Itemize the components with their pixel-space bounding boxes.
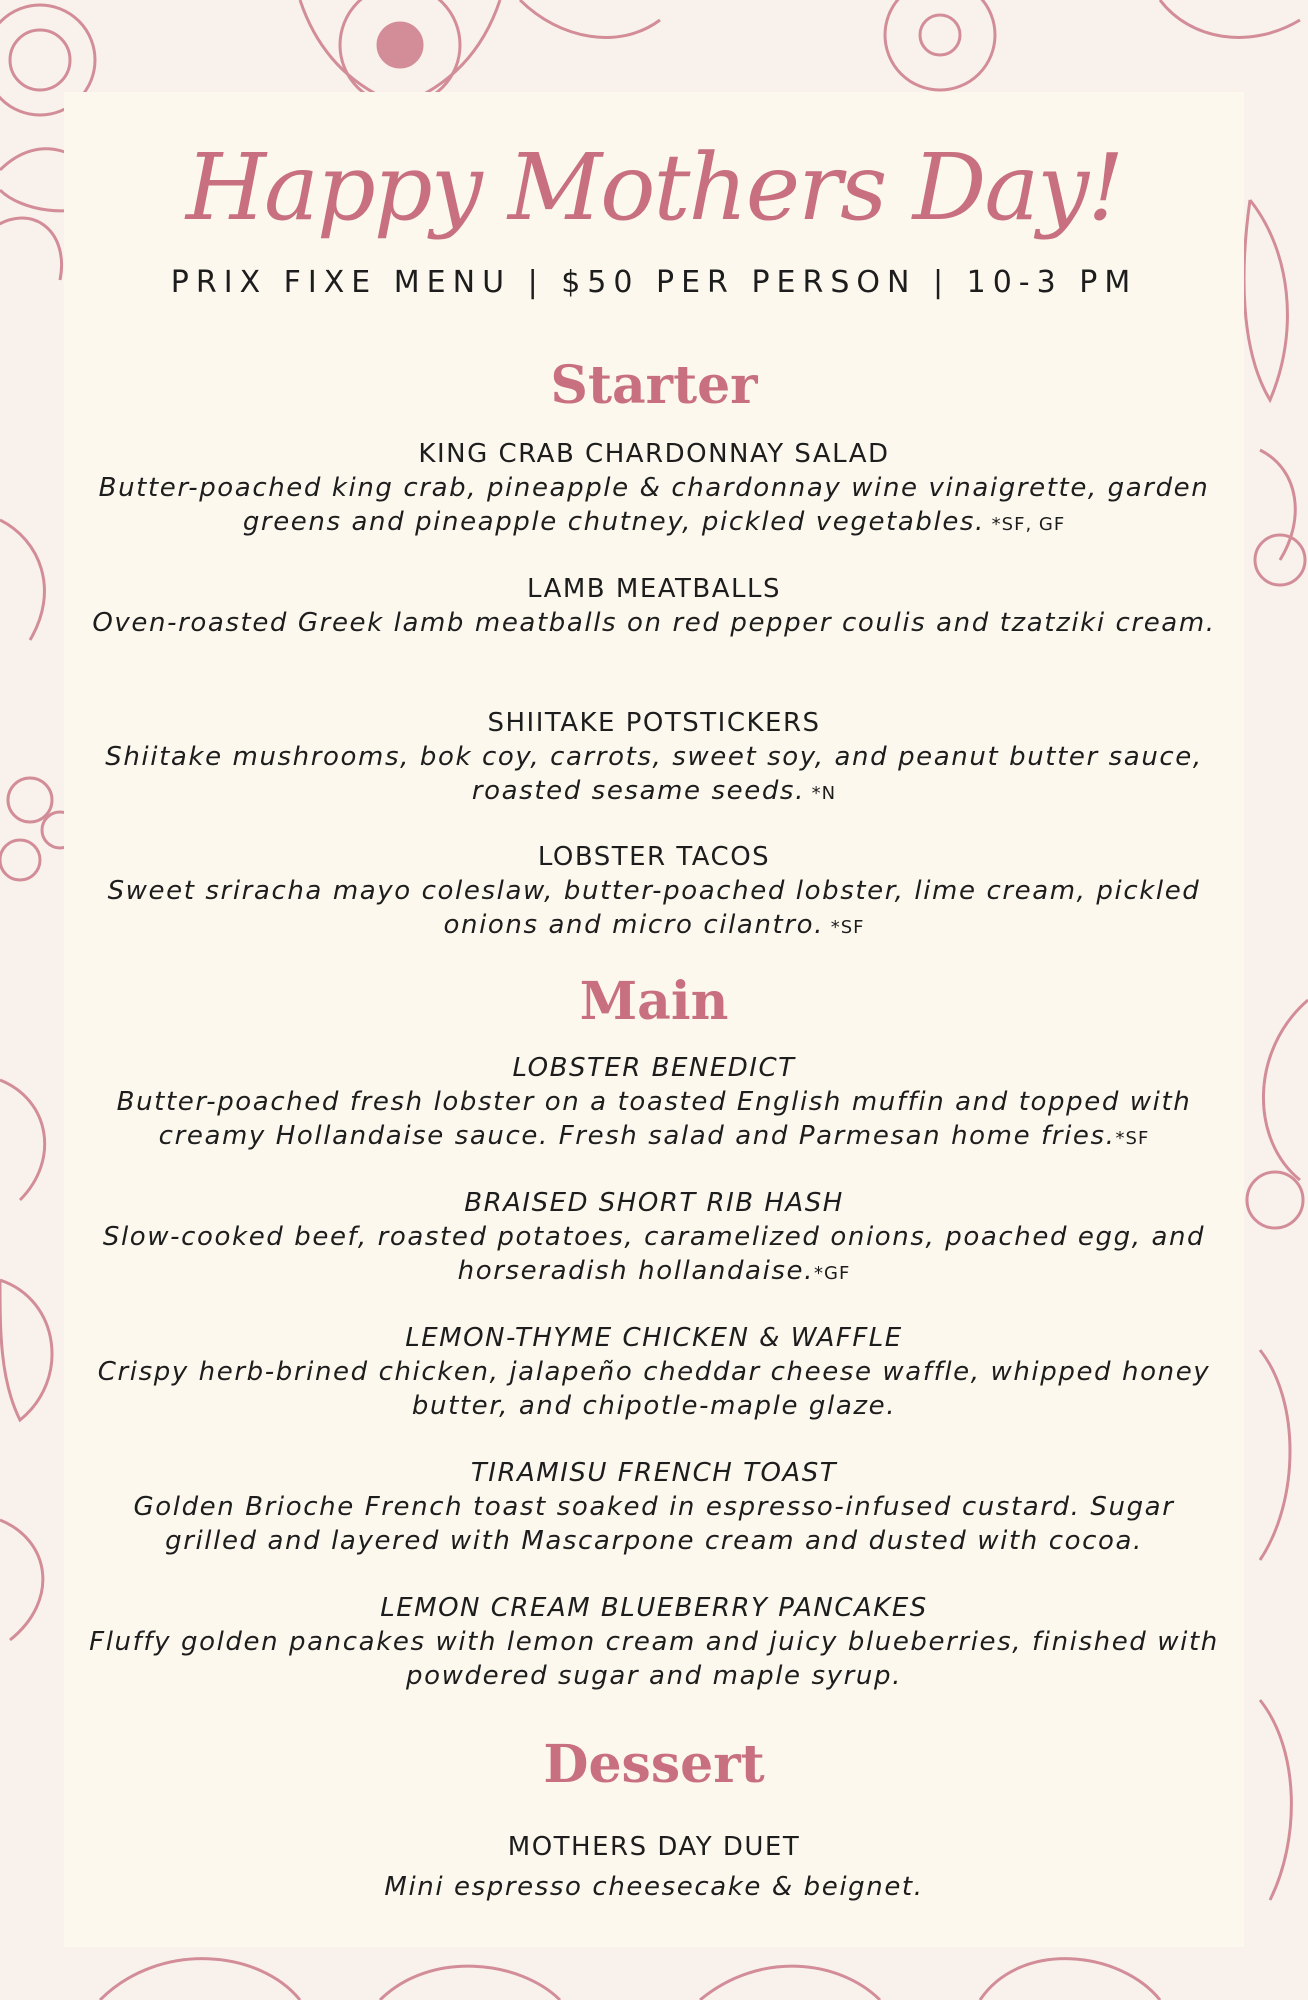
menu-item bbox=[84, 1830, 1224, 1904]
page-title: Happy Mothers Day! bbox=[185, 134, 1123, 241]
menu-item bbox=[84, 572, 1224, 640]
item-description: Shiitake mushrooms, bok coy, carrots, sweet soy, and peanut butter sauce, roasted sesame seeds. *N bbox=[105, 742, 1203, 806]
item-name: TIRAMISU FRENCH TOAST bbox=[470, 1458, 838, 1488]
item-name: LAMB MEATBALLS bbox=[526, 574, 781, 604]
section-heading-main: Main bbox=[579, 971, 729, 1032]
dietary-tag: *SF, GF bbox=[984, 514, 1066, 535]
dietary-tag: *GF bbox=[814, 1263, 851, 1284]
item-description: Crispy herb-brined chicken, jalapeño cheddar cheese waffle, whipped honey butter, and chipotle-maple glaze. bbox=[97, 1357, 1211, 1421]
item-name: LOBSTER TACOS bbox=[537, 842, 771, 872]
item-description: Mini espresso cheesecake & beignet. bbox=[384, 1872, 924, 1902]
dietary-tag: *SF bbox=[1115, 1128, 1150, 1149]
menu-item bbox=[84, 1321, 1224, 1423]
section-heading-starter: Starter bbox=[550, 355, 758, 416]
item-description: Butter-poached king crab, pineapple & chardonnay wine vinaigrette, garden greens and pineapple chutney, pickled vegetables. *SF, GF bbox=[98, 473, 1210, 537]
section-heading-dessert: Dessert bbox=[543, 1734, 765, 1795]
item-description: Butter-poached fresh lobster on a toasted English muffin and topped with creamy Hollandaise sauce. Fresh salad and Parmesan home fries.*SF bbox=[116, 1087, 1192, 1151]
item-description: Fluffy golden pancakes with lemon cream and juicy blueberries, finished with powdered sugar and maple syrup. bbox=[89, 1627, 1219, 1691]
menu-item bbox=[84, 840, 1224, 945]
item-name: LEMON CREAM BLUEBERRY PANCAKES bbox=[380, 1593, 928, 1623]
dietary-tag: *SF bbox=[824, 917, 865, 938]
dietary-tag: *N bbox=[804, 783, 837, 804]
menu-item bbox=[84, 706, 1224, 811]
menu-item bbox=[84, 1051, 1224, 1156]
item-description: Oven-roasted Greek lamb meatballs on red pepper coulis and tzatziki cream. bbox=[92, 608, 1216, 638]
item-name: LOBSTER BENEDICT bbox=[512, 1053, 796, 1083]
item-description: Slow-cooked beef, roasted potatoes, caramelized onions, poached egg, and horseradish hollandaise.*GF bbox=[102, 1222, 1206, 1286]
item-name: BRAISED SHORT RIB HASH bbox=[464, 1188, 844, 1218]
item-description: Sweet sriracha mayo coleslaw, butter-poached lobster, lime cream, pickled onions and micro cilantro. *SF bbox=[107, 876, 1201, 940]
menu-item bbox=[84, 1591, 1224, 1693]
item-name: MOTHERS DAY DUET bbox=[507, 1832, 801, 1862]
menu-subtitle: PRIX FIXE MENU | $50 PER PERSON | 10-3 PM bbox=[170, 265, 1138, 300]
item-name: KING CRAB CHARDONNAY SALAD bbox=[418, 439, 890, 469]
item-name: LEMON-THYME CHICKEN & WAFFLE bbox=[405, 1323, 903, 1353]
item-description: Golden Brioche French toast soaked in espresso-infused custard. Sugar grilled and layered with Mascarpone cream and dusted with cocoa. bbox=[133, 1492, 1175, 1556]
menu-item bbox=[84, 437, 1224, 542]
menu-item bbox=[84, 1456, 1224, 1558]
menu-item bbox=[84, 1186, 1224, 1291]
item-name: SHIITAKE POTSTICKERS bbox=[487, 708, 821, 738]
